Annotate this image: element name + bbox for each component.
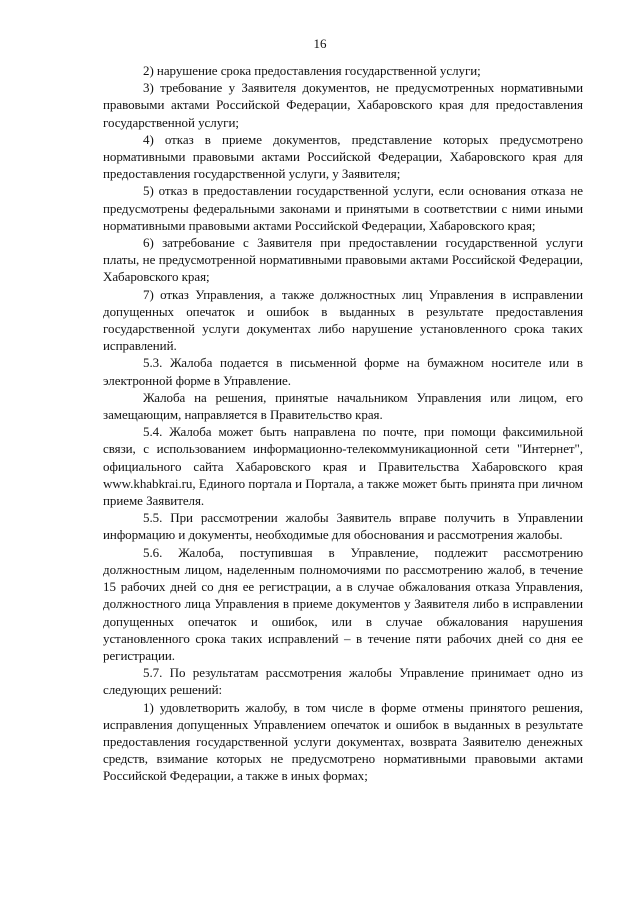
paragraph-section-5-6: 5.6. Жалоба, поступившая в Управление, подлежит рассмотрению должностным лицом, наделенным полномочиями по рассмотрению жалоб, в течение 15 рабочих дней со дня ее регистрации, а в случае обжалования отказа Управления, должностного лица Управления в приеме документов у Заявителя либо в исправлении допущенных опечаток и ошибок, или в случае обжалования нарушения установленного срока таких исправлений – в течение пяти рабочих дней со дня ее регистрации.: [103, 544, 583, 663]
paragraph-section-5-4: 5.4. Жалоба может быть направлена по почте, при помощи факсимильной связи, с использованием информационно-телекоммуникационной сети "Интернет", официального сайта Хабаровского края и Правительства Хабаровского края www.khabkrai.ru, Единого портала и Портала, а также может быть принята при личном приеме Заявителя.: [103, 424, 583, 509]
paragraph-item-3: 3) требование у Заявителя документов, не предусмотренных нормативными правовыми актами Российской Федерации, Хабаровского края для предоставления государственной услуги;: [103, 80, 583, 130]
document-body: [103, 62, 583, 785]
paragraph-item-5: 5) отказ в предоставлении государственной услуги, если основания отказа не предусмотрены федеральными законами и принятыми в соответствии с ними иными нормативными правовыми актами Российской Федерации, Хабаровского края;: [103, 183, 583, 233]
paragraph-item-4: 4) отказ в приеме документов, представление которых предусмотрено нормативными правовыми актами Российской Федерации, Хабаровского края для предоставления государственной услуги, у Заявителя;: [103, 131, 583, 182]
paragraph-item-2: 2) нарушение срока предоставления государственной услуги;: [143, 63, 481, 78]
paragraph-item-7: 7) отказ Управления, а также должностных лиц Управления в исправлении допущенных опечаток и ошибок в выданных в результате предоставления государственной услуги документах либо нарушение установленного срока таких исправлений.: [103, 286, 583, 354]
page-number: 16: [313, 36, 327, 51]
paragraph-complaint-government: Жалоба на решения, принятые начальником Управления или лицом, его замещающим, направляется в Правительство края.: [103, 389, 583, 423]
paragraph-section-5-5: 5.5. При рассмотрении жалобы Заявитель вправе получить в Управлении информацию и документы, необходимые для обоснования и рассмотрения жалобы.: [103, 510, 583, 543]
paragraph-section-5-7: 5.7. По результатам рассмотрения жалобы Управление принимает одно из следующих решений:: [103, 665, 583, 698]
paragraph-section-5-3: 5.3. Жалоба подается в письменной форме на бумажном носителе или в электронной форме в Управление.: [103, 355, 583, 388]
paragraph-item-6: 6) затребование с Заявителя при предоставлении государственной услуги платы, не предусмотренной нормативными правовыми актами Российской Федерации, Хабаровского края;: [103, 235, 583, 285]
paragraph-decision-1: 1) удовлетворить жалобу, в том числе в форме отмены принятого решения, исправления допущенных Управлением опечаток и ошибок в выданных в результате предоставления государственной услуги документах, возврата Заявителю денежных средств, взимание которых не предусмотрено нормативными правовыми актами Российской Федерации, а также в иных формах;: [103, 699, 583, 784]
